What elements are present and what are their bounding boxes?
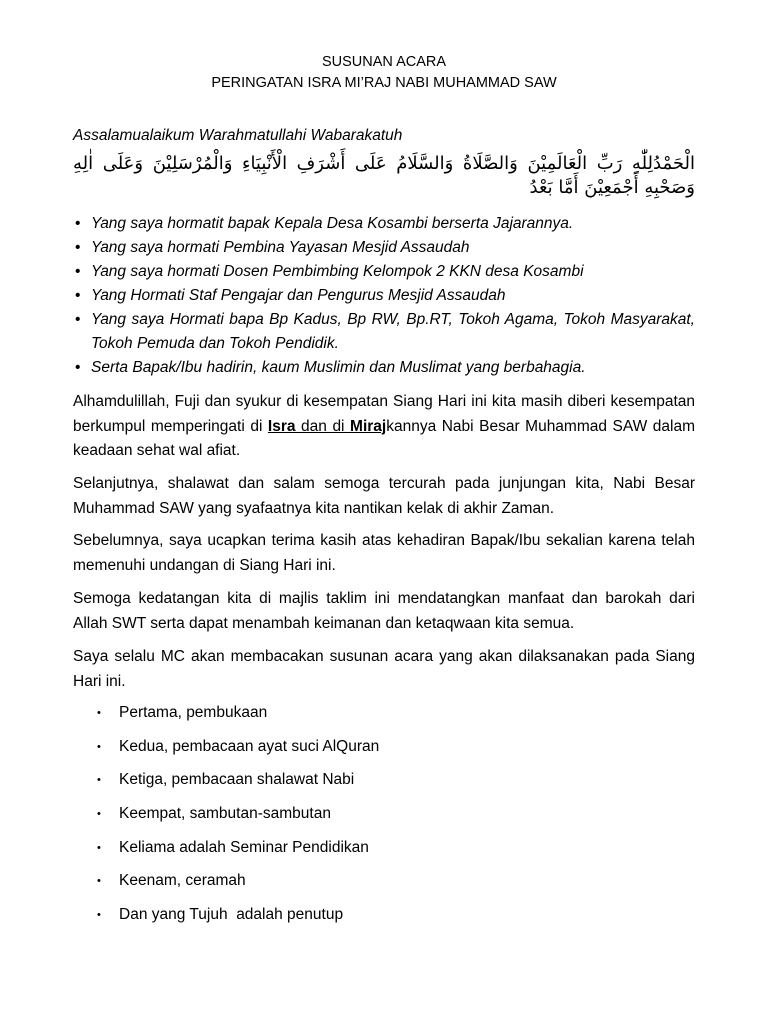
greeting-item: • Yang Hormati Staf Pengajar dan Pengurus Mesjid Assaudah [73,284,695,308]
greeting-item: • Yang saya hormati Pembina Yayasan Mesjid Assaudah [73,236,695,260]
agenda-item: • Keenam, ceramah [97,872,246,890]
bullet-icon: • [97,740,101,753]
paragraph-terima-kasih: Sebelumnya, saya ucapkan terima kasih atas kehadiran Bapak/Ibu sekalian karena telah memenuhi undangan di Siang Hari ini. [73,532,695,574]
agenda-item: • Keliama adalah Seminar Pendidikan [97,838,369,856]
bullet-icon: • [97,774,101,787]
agenda-item: • Kedua, pembacaan ayat suci AlQuran [97,737,380,755]
isra-link: Isra [267,417,296,435]
paragraph-semoga: Semoga kedatangan kita di majlis taklim ini mendatangkan manfaat dan barokah dari Allah SWT serta dapat menambah keimanan dan ketaqwaan kita semua. [73,590,695,632]
agenda-list [97,703,695,939]
miraj-link: Miraj [350,417,387,435]
agenda-item: • Dan yang Tujuh adalah penutup [97,906,344,924]
paragraph-mc-intro: Saya selalu MC akan membacakan susunan acara yang akan dilaksanakan pada Siang Hari ini. [73,648,695,690]
greetings-list [73,212,695,380]
paragraph-alhamdulillah: Alhamdulillah, Fuji dan syukur di kesempatan Siang Hari ini kita masih diberi kesempatan berkumpul memperingati di Isra dan di Mirajkannya Nabi Besar Muhammad SAW dalam keadaan sehat wal afiat. [73,393,695,459]
greeting-item: • Yang saya hormatit bapak Kepala Desa Kosambi berserta Jajarannya. [73,212,695,236]
greeting-item: • Yang saya hormati Dosen Pembimbing Kelompok 2 KKN desa Kosambi [73,260,695,284]
document-subtitle: PERINGATAN ISRA MI’RAJ NABI MUHAMMAD SAW [211,75,557,91]
bullet-icon: • [75,287,81,304]
greeting-item: • Serta Bapak/Ibu hadirin, kaum Muslimin dan Muslimat yang berbahagia. [73,356,695,380]
bullet-icon: • [75,359,81,376]
agenda-item: • Pertama, pembukaan [97,704,268,721]
bullet-icon: • [97,841,101,854]
salam-greeting: Assalamualaikum Warahmatullahi Wabarakatuh [73,127,403,144]
bullet-icon: • [75,239,81,256]
bullet-icon: • [97,875,101,888]
paragraph-shalawat: Selanjutnya, shalawat dan salam semoga tercurah pada junjungan kita, Nabi Besar Muhammad SAW yang syafaatnya kita nantikan kelak di akhir Zaman. [73,475,695,517]
agenda-item: • Ketiga, pembacaan shalawat Nabi [97,771,355,789]
document-title: SUSUNAN ACARA [321,54,447,70]
bullet-icon: • [97,707,101,719]
bullet-icon: • [97,909,101,922]
bullet-icon: • [97,808,101,821]
bullet-icon: • [75,263,81,280]
arabic-opening: الْحَمْدُلِلّٰهِ رَبِّ الْعَالَمِيْنَ وَالصَّلَاةُ وَالسَّلَامُ عَلَى أَشْرَفِ الْأَنْبِيَاءِ وَالْمُرْسَلِيْنَ وَعَلَى اٰلِهِ وَصَحْبِهِ أَجْمَعِيْنَ أَمَّا بَعْدُ [73,153,695,198]
bullet-icon: • [75,311,81,328]
agenda-item: • Keempat, sambutan-sambutan [97,805,331,823]
bullet-icon: • [75,215,81,232]
greeting-item: • Yang saya Hormati bapa Bp Kadus, Bp RW, Bp.RT, Tokoh Agama, Tokoh Masyarakat, Tokoh Pemuda dan Tokoh Pendidik. [73,308,695,356]
